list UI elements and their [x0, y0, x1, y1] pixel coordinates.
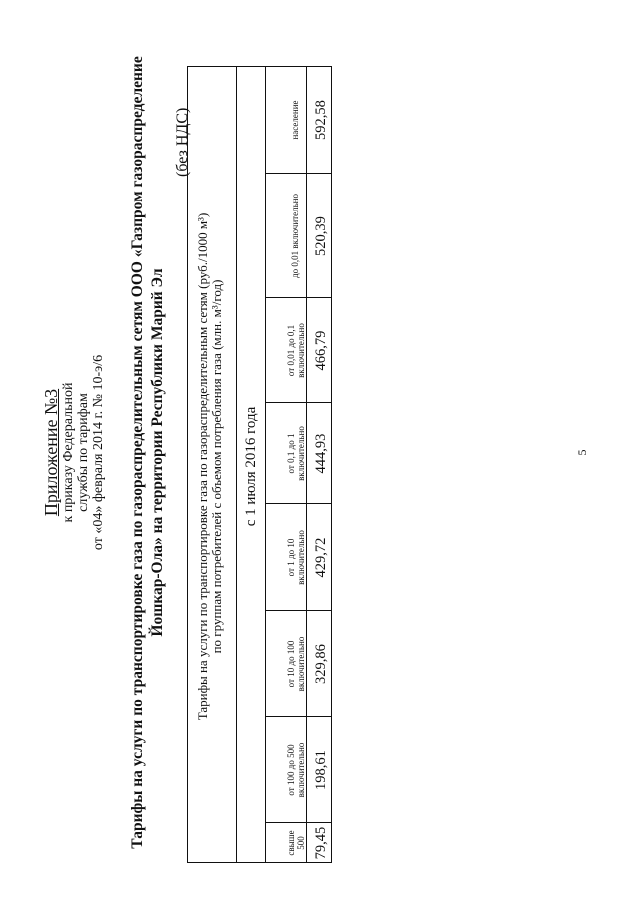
period-label: с 1 июля 2016 года — [243, 406, 259, 527]
order-line-2: службы по тарифам — [76, 393, 91, 512]
column-header: от 100 до 500 включительно — [286, 742, 306, 798]
tariff-value: 520,39 — [313, 216, 329, 256]
tariff-value: 444,93 — [313, 433, 329, 474]
tariff-value: 79,45 — [313, 826, 329, 860]
title-line-2: Йошкар-Ола» на территории Республики Марий Эл — [149, 268, 166, 637]
document-title — [128, 0, 168, 905]
column-header: от 1 до 10 включительно — [286, 530, 306, 585]
tariff-value: 592,58 — [313, 100, 329, 140]
tariff-value: 429,72 — [313, 537, 329, 578]
table-rule — [306, 66, 307, 863]
table-header-line-1: Тарифы на услуги по транспортировке газа по газораспределительным сетям (руб./1000 м³) — [195, 212, 210, 721]
column-header: от 0,1 до 1 включительно — [286, 426, 306, 481]
order-line-3: от «04» февраля 2014 г. № 10-э/6 — [91, 354, 106, 551]
page-number: 5 — [575, 449, 589, 456]
column-header: свыше 500 — [286, 830, 306, 856]
column-header: от 0,01 до 0,1 включительно — [286, 323, 306, 378]
tariff-value: 466,79 — [313, 330, 329, 371]
tariff-value: 329,86 — [313, 644, 329, 684]
appendix-title: Приложение №3 — [41, 388, 61, 517]
order-line-1: к приказу Федеральной — [61, 382, 76, 523]
column-header: от 10 до 100 включительно — [286, 636, 306, 692]
vat-note: (без НДС) — [174, 107, 191, 177]
title-line-1: Тарифы на услуги по транспортировке газа по газораспределительным сетям ООО «Газпром газораспределение — [129, 56, 146, 849]
column-header: население — [290, 100, 300, 140]
table-rule — [265, 66, 266, 863]
table-header-line-2: по группам потребителей с объемом потребления газа (млн. м³/год) — [209, 279, 224, 654]
table-header — [196, 68, 224, 865]
appendix-header — [41, 0, 106, 905]
tariff-value: 198,61 — [313, 750, 329, 790]
column-header: до 0,01 включительно — [290, 194, 300, 279]
table-rule — [236, 66, 237, 863]
